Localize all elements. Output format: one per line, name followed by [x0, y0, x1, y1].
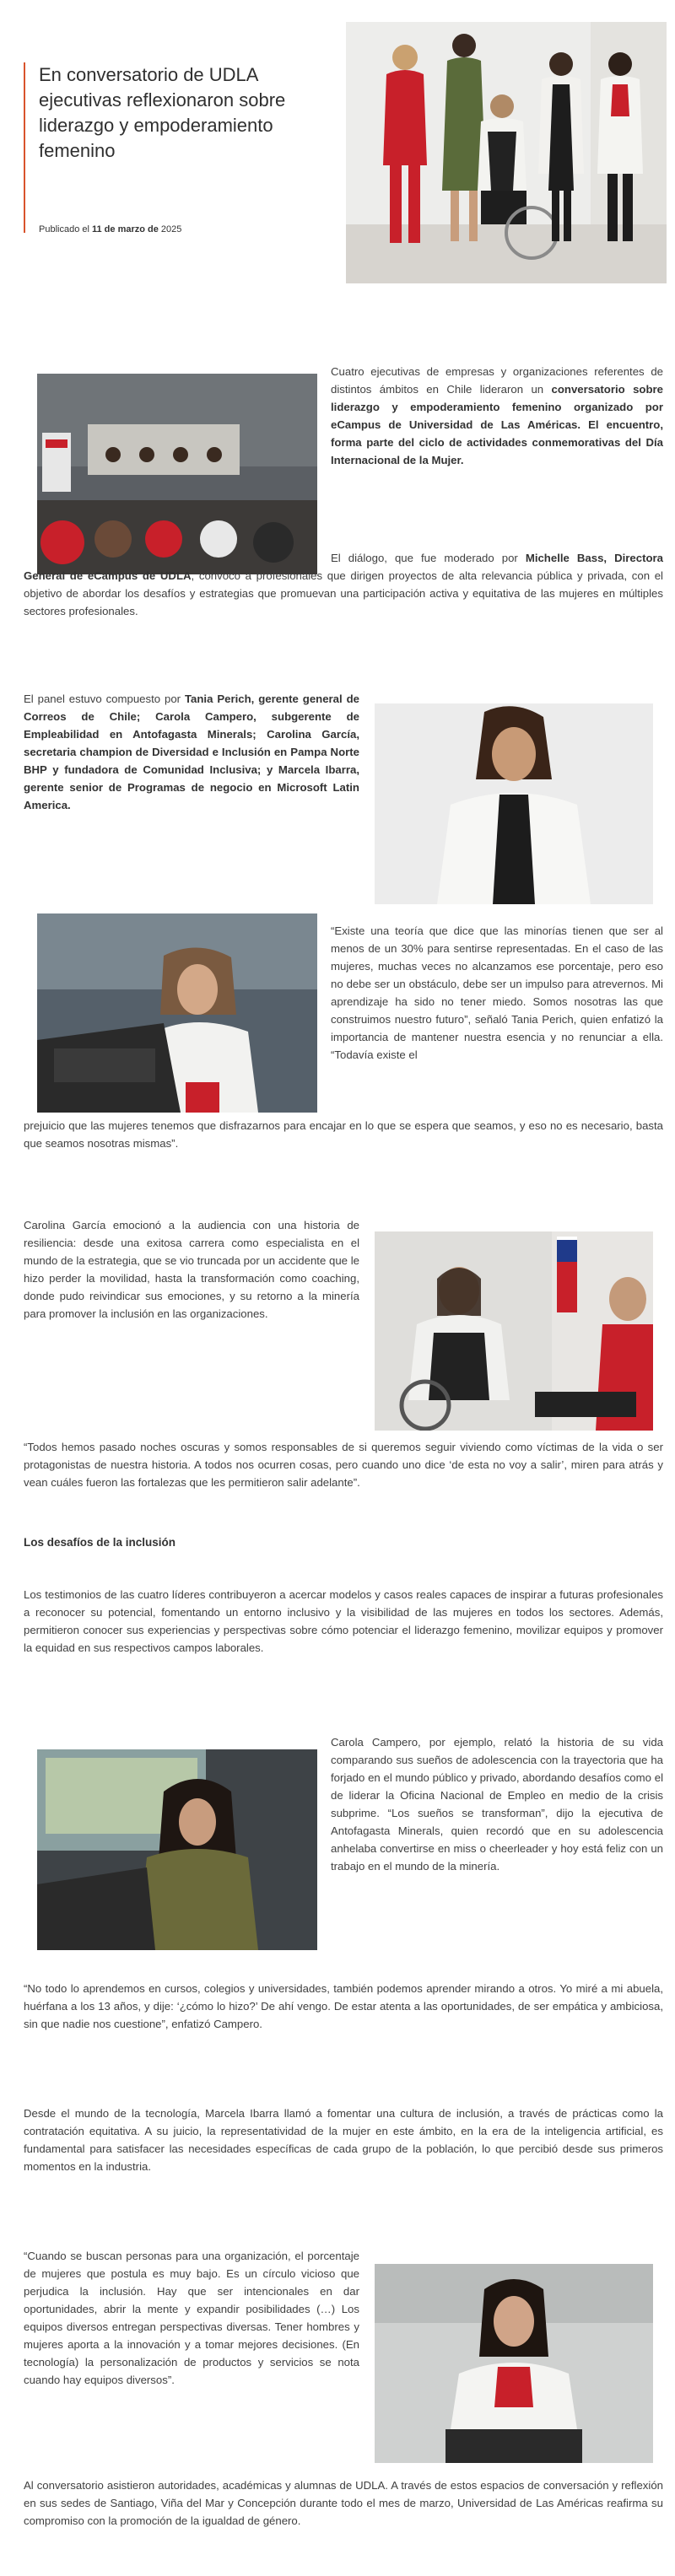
wheelchair-speaker-photo: [375, 1231, 653, 1431]
paragraph-testimonios: Los testimonios de las cuatro líderes contribuyeron a acercar modelos y casos reales capaces de inspirar a futuras profesionales a reconocer su potencial, fomentando un entorno inclusivo y la visibilidad de las mujeres en todos los sectores. Además, permitieron conocer sus experiencias y perspectivas sobre cómo potenciar el liderazgo femenino, movilizar equipos y promover la equidad en sus respectivos campos laborales.: [24, 1588, 663, 1654]
speaker-podium-photo: [37, 913, 317, 1113]
paragraph-garcia: Carolina García emocionó a la audiencia con una historia de resiliencia: desde una exitosa carrera como especialista en el mundo de la estrategia, que se vio truncada por un accidente que le hizo perder la movilidad, hasta la transformación como coaching, donde pudo reivindicar sus emociones, y su retorno a la minería para promover la inclusión en las organizaciones.: [24, 1219, 359, 1320]
paragraph-campero-quote: “No todo lo aprendemos en cursos, colegios y universidades, también podemos aprender mirando a otros. Yo miré a mi abuela, huérfana a los 13 años, y dije: ‘¿cómo lo hizo?’ De ahí vengo. De estar atenta a las oportunidades, de ser empática y ambiciosa, sin que nadie nos cuestione”, enfatizó Campero.: [24, 1982, 663, 2030]
publish-date: Publicado el 11 de marzo de 2025: [39, 224, 182, 234]
paragraph-perich-quote-end: prejuicio que las mujeres tenemos que disfrazarnos para encajar en lo que se espera que seamos, y eso no es necesario, basta que seamos nosotras mismas”.: [24, 1119, 663, 1150]
paragraph-intro: Cuatro ejecutivas de empresas y organizaciones referentes de distintos ámbitos en Chile lideraron un conversatorio sobre liderazgo y empoderamiento femenino organizado por eCampus de Universidad de Las Américas. El encuentro, forma parte del ciclo de actividades conmemorativas del Día Internacional de la Mujer.: [331, 365, 663, 466]
page-title: En conversatorio de UDLA ejecutivas reflexionaron sobre liderazgo y empoderamiento femenino: [39, 64, 286, 161]
paragraph-ibarra: Desde el mundo de la tecnología, Marcela Ibarra llamó a fomentar una cultura de inclusión, a través de prácticas como la contratación equitativa. A su juicio, la representatividad de la mujer en este ámbito, en la era de la inteligencia artificial, es fundamental para satisfacer las necesidades específicas de cada grupo de la población, lo que percibió desde sus primeros momentos en la industria.: [24, 2107, 663, 2173]
campero-podium-photo: [37, 1749, 317, 1950]
paragraph-ibarra-quote: “Cuando se buscan personas para una organización, el porcentaje de mujeres que postula es muy bajo. Es un círculo vicioso que perjudica la inclusión. Hay que ser intencionales en dar oportunidades, abrir la mente y expandir posibilidades (…) Los equipos diversos entregan perspectivas diversas. Tener hombres y mujeres aporta a la innovación y a tomar mejores decisiones. (En tecnología) la personalización de productos y servicios se nota cuando hay equipos diversos”.: [24, 2250, 359, 2386]
paragraph-perich-quote: “Existe una teoría que dice que las minorías tienen que ser al menos de un 30% para sentirse representadas. En el caso de las mujeres, muchas veces no alcanzamos ese porcentaje, pero eso no debe ser un obstáculo, debe ser un impulso para atrevernos. Mi aprendizaje ha sido no tener miedo. Somos nosotras las que construimos nuestro futuro”, señaló Tania Perich, quien enfatizó la importancia de mantener nuestra esencia y no renunciar a ella. “Todavía existe el: [331, 924, 663, 1061]
article-header: [0, 0, 675, 287]
paragraph-garcia-quote: “Todos hemos pasado noches oscuras y somos responsables de si queremos seguir viviendo como víctimas de la vida o ser protagonistas de nuestra historia. A todos nos ocurren cosas, pero cuando uno dice ‘de esta no voy a salir’, miren para atrás y vean cuáles fueron las fortalezas que les permitieron salir adelante”.: [24, 1441, 663, 1489]
paragraph-moderator: El diálogo, que fue moderado por Michelle Bass, Directora General de eCampus de UDLA, convocó a profesionales que dirigen proyectos de alta relevancia pública y privada, con el objetivo de abordar los desafíos y estrategias que promuevan una participación activa y equitativa de las mujeres en múltiples sectores profesionales.: [24, 552, 663, 617]
paragraph-campero: Carola Campero, por ejemplo, relató la historia de su vida comparando sus sueños de adolescencia con la trayectoria que ha forjado en el mundo público y privado, abordando desafíos como el de liderar la Oficina Nacional de Empleo en medio de la crisis subprime. “Los sueños se transforman”, dijo la ejecutiva de Antofagasta Minerals, quien recordó que en su adolescencia anhelaba convertirse en miss o cheerleader y hoy está feliz con un trabajo en el mundo de la minería.: [331, 1736, 663, 1873]
paragraph-panel: El panel estuvo compuesto por Tania Perich, gerente general de Correos de Chile; Carola Campero, subgerente de Empleabilidad en Antofagasta Minerals; Carolina García, secretaria champion de Diversidad e Inclusión en Pampa Norte BHP y fundadora de Comunidad Inclusiva; y Marcela Ibarra, gerente senior de Programas de negocio en Microsoft Latin America.: [24, 693, 359, 811]
paragraph-closing: Al conversatorio asistieron autoridades, académicas y alumnas de UDLA. A través de estos espacios de conversación y reflexión en sus sedes de Santiago, Viña del Mar y Concepción durante todo el mes de marzo, Universidad de Las Américas reafirma su compromiso con la promoción de la igualdad de género.: [24, 2479, 663, 2527]
portrait-white-jacket-photo: [375, 703, 653, 904]
title-block: [24, 62, 326, 233]
hero-group-photo: [346, 22, 667, 283]
ibarra-portrait-photo: [375, 2264, 653, 2463]
section-subheading: Los desafíos de la inclusión: [24, 1536, 176, 1549]
audience-photo: [37, 374, 317, 574]
